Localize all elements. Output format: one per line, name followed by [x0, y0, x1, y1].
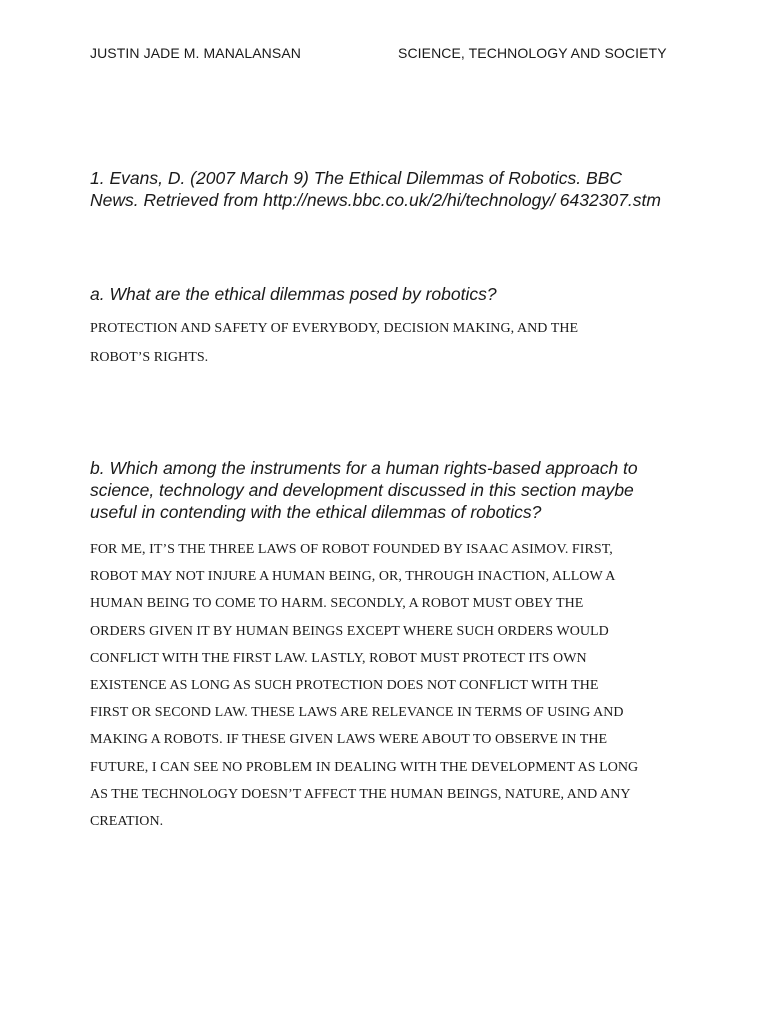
- answer-line: AS THE TECHNOLOGY DOESN’T AFFECT THE HUMAN BEINGS, NATURE, AND ANY: [90, 786, 631, 802]
- answer-line: HUMAN BEING TO COME TO HARM. SECONDLY, A ROBOT MUST OBEY THE: [90, 596, 584, 612]
- answer-line: ORDERS GIVEN IT BY HUMAN BEINGS EXCEPT WHERE SUCH ORDERS WOULD: [90, 623, 609, 639]
- answer-line: FIRST OR SECOND LAW. THESE LAWS ARE RELEVANCE IN TERMS OF USING AND: [90, 705, 624, 721]
- answer-line: ROBOT MAY NOT INJURE A HUMAN BEING, OR, THROUGH INACTION, ALLOW A: [90, 569, 616, 585]
- answer-b: [90, 539, 685, 838]
- answer-line: PROTECTION AND SAFETY OF EVERYBODY, DECISION MAKING, AND THE: [90, 321, 579, 336]
- answer-line: FUTURE, I CAN SEE NO PROBLEM IN DEALING WITH THE DEVELOPMENT AS LONG: [90, 759, 639, 775]
- answer-line: MAKING A ROBOTS. IF THESE GIVEN LAWS WERE ABOUT TO OBSERVE IN THE: [90, 732, 608, 748]
- page-header: [90, 45, 680, 65]
- author-name: JUSTIN JADE M. MANALANSAN: [90, 45, 301, 61]
- answer-line: CONFLICT WITH THE FIRST LAW. LASTLY, ROBOT MUST PROTECT ITS OWN: [90, 650, 587, 666]
- answer-line: FOR ME, IT’S THE THREE LAWS OF ROBOT FOUNDED BY ISAAC ASIMOV. FIRST,: [90, 542, 613, 557]
- reference-citation: 1. Evans, D. (2007 March 9) The Ethical Dilemmas of Robotics. BBC News. Retrieved from http://news.bbc.co.uk/2/hi/technology/ 6432307.stm: [90, 168, 661, 210]
- answer-line: ROBOT’S RIGHTS.: [90, 350, 209, 365]
- question-a: a. What are the ethical dilemmas posed by robotics?: [90, 284, 497, 304]
- answer-a: [90, 318, 685, 376]
- answer-line: CREATION.: [90, 813, 164, 829]
- course-title: SCIENCE, TECHNOLOGY AND SOCIETY: [398, 45, 667, 61]
- question-b: b. Which among the instruments for a human rights-based approach to science, technology and development discussed in this section maybe useful in contending with the ethical dilemmas of robotics?: [90, 458, 638, 522]
- answer-line: EXISTENCE AS LONG AS SUCH PROTECTION DOES NOT CONFLICT WITH THE: [90, 677, 599, 693]
